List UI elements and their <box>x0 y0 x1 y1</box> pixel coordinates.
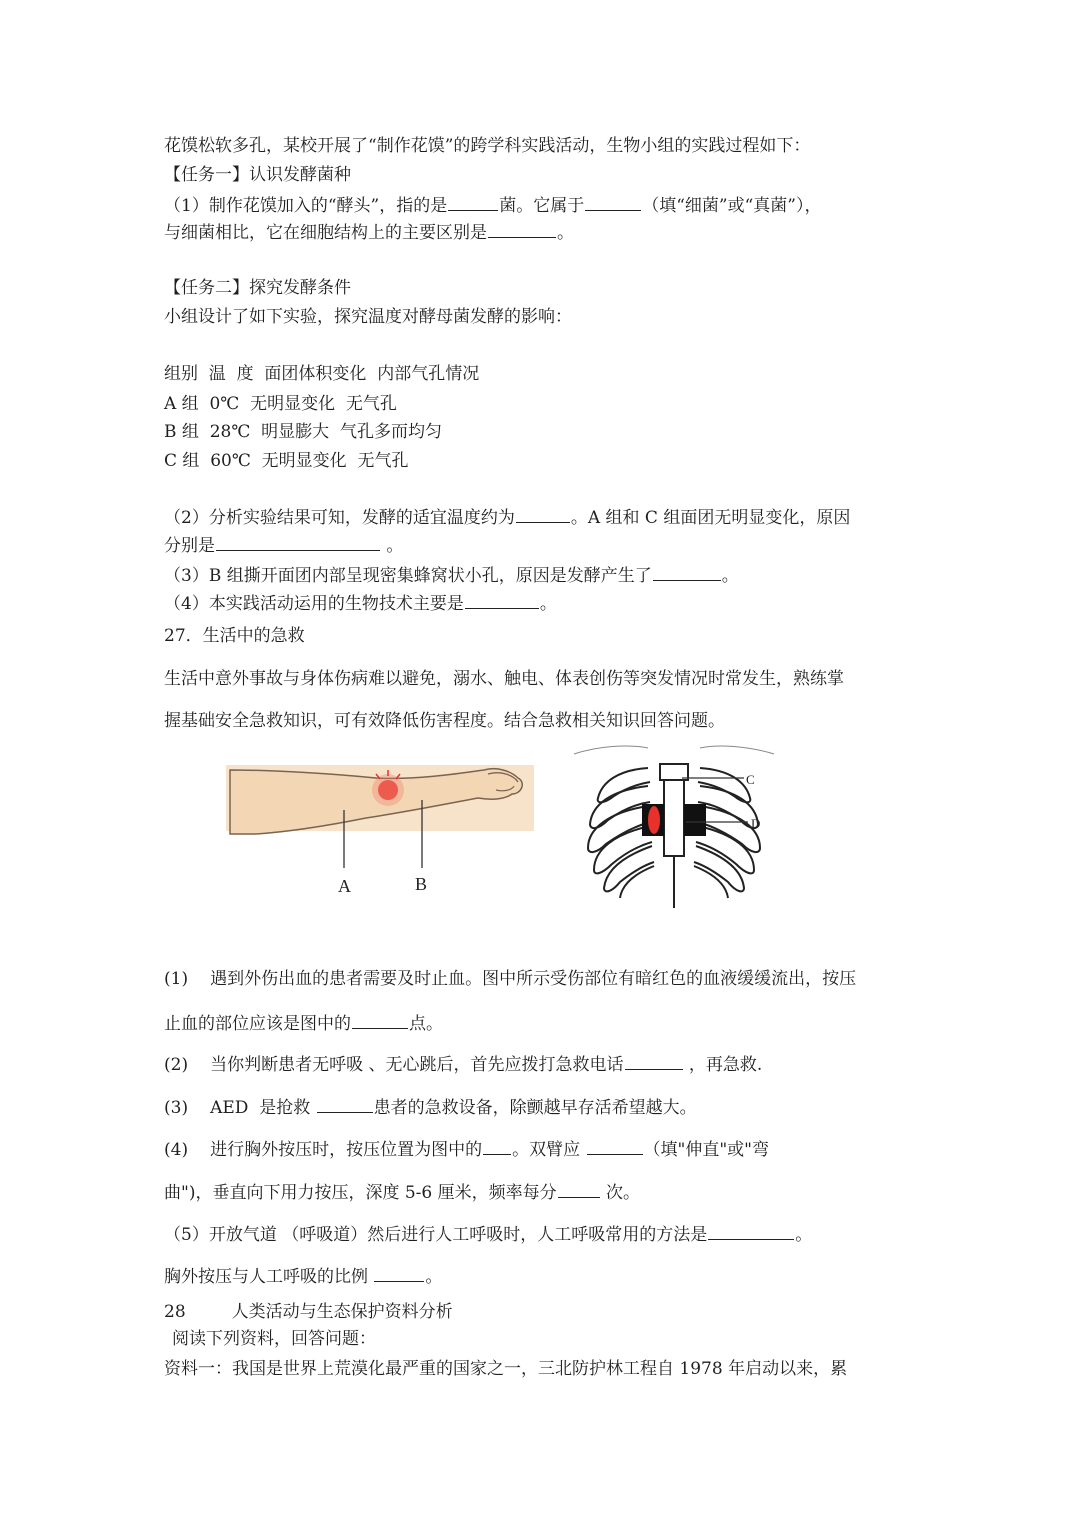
table-header: 组别 温 度 面团体积变化 内部气孔情况 <box>164 364 480 384</box>
section27-para: 握基础安全急救知识，可有效降低伤害程度。结合急救相关知识回答问题。 <box>164 711 725 731</box>
section28-title: 28 人类活动与生态保护资料分析 <box>164 1302 453 1322</box>
table-row: B 组 28℃ 明显膨大 气孔多而均匀 <box>164 422 442 442</box>
answer-blank[interactable] <box>653 563 721 581</box>
task2-heading: 【任务二】探究发酵条件 <box>164 278 351 298</box>
table-row: C 组 60℃ 无明显变化 无气孔 <box>164 451 409 471</box>
answer-blank[interactable] <box>488 220 556 238</box>
task2-q2-line2: 分别是 。 <box>164 533 403 558</box>
task2-design: 小组设计了如下实验，探究温度对酵母菌发酵的影响： <box>164 307 572 327</box>
section28-instruction: 阅读下列资料，回答问题： <box>172 1329 376 1349</box>
s27-q4-line1: (4) 进行胸外按压时，按压位置为图中的 。双臂应 （填"伸直"或"弯 <box>164 1137 769 1162</box>
task1-q1-line2: 与细菌相比，它在细胞结构上的主要区别是 。 <box>164 220 574 245</box>
answer-blank[interactable] <box>448 193 498 211</box>
section28-material1: 资料一：我国是世界上荒漠化最严重的国家之一，三北防护林工程自 1978 年启动以来，累 <box>164 1359 848 1379</box>
table-row: A 组 0℃ 无明显变化 无气孔 <box>164 394 397 414</box>
sternum <box>664 780 684 856</box>
label-a: A <box>338 876 351 896</box>
answer-blank[interactable] <box>352 1011 408 1029</box>
s27-q3: (3) AED 是抢救 患者的急救设备，除颤越早存活希望越大。 <box>164 1095 697 1120</box>
heart-mark <box>648 806 660 834</box>
task1-q1-line1: （1）制作花馍加入的“酵头”，指的是 菌。它属于 （填“细菌”或“真菌”）， <box>164 193 821 218</box>
answer-blank[interactable] <box>585 193 641 211</box>
answer-blank[interactable] <box>625 1052 683 1070</box>
task2-q2-line1: （2）分析实验结果可知，发酵的适宜温度约为 。A 组和 C 组面团无明显变化，原因 <box>164 505 850 530</box>
answer-blank[interactable] <box>587 1137 643 1155</box>
s27-q5-line2: 胸外按压与人工呼吸的比例 。 <box>164 1264 442 1289</box>
task2-q4: （4）本实践活动运用的生物技术主要是 。 <box>164 591 557 616</box>
section27-para: 生活中意外事故与身体伤病难以避免，溺水、触电、体表创伤等突发情况时常发生，熟练掌 <box>164 669 844 689</box>
intro-text: 花馍松软多孔，某校开展了“制作花馍”的跨学科实践活动，生物小组的实践过程如下： <box>164 136 811 156</box>
s27-q4-line2: 曲")，垂直向下用力按压，深度 5-6 厘米，频率每分 次。 <box>164 1180 640 1205</box>
answer-blank[interactable] <box>483 1137 511 1155</box>
section27-title: 27．生活中的急救 <box>164 626 305 646</box>
answer-blank[interactable] <box>317 1095 373 1113</box>
task2-q3: （3）B 组撕开面团内部呈现密集蜂窝状小孔，原因是发酵产生了 。 <box>164 563 739 588</box>
label-b: B <box>415 874 428 894</box>
answer-blank[interactable] <box>374 1264 424 1282</box>
answer-blank[interactable] <box>558 1180 600 1198</box>
s27-q2: (2) 当你判断患者无呼吸 、无心跳后，首先应拨打急救电话 ，再急救. <box>164 1052 762 1077</box>
chest-compression-figure <box>568 742 780 910</box>
answer-blank[interactable] <box>708 1222 794 1240</box>
task1-heading: 【任务一】认识发酵菌种 <box>164 165 351 185</box>
label-c: C <box>746 772 755 787</box>
answer-blank[interactable] <box>465 591 539 609</box>
label-d: D <box>751 816 761 831</box>
arm-injury-figure <box>226 760 538 900</box>
s27-q1-line1: (1) 遇到外伤出血的患者需要及时止血。图中所示受伤部位有暗红色的血液缓缓流出，按压 <box>164 969 857 989</box>
s27-q1-line2: 止血的部位应该是图中的 点。 <box>164 1011 443 1036</box>
answer-blank[interactable] <box>516 505 570 523</box>
s27-q5-line1: （5）开放气道 （呼吸道）然后进行人工呼吸时，人工呼吸常用的方法是 。 <box>164 1222 812 1247</box>
answer-blank[interactable] <box>216 533 380 551</box>
